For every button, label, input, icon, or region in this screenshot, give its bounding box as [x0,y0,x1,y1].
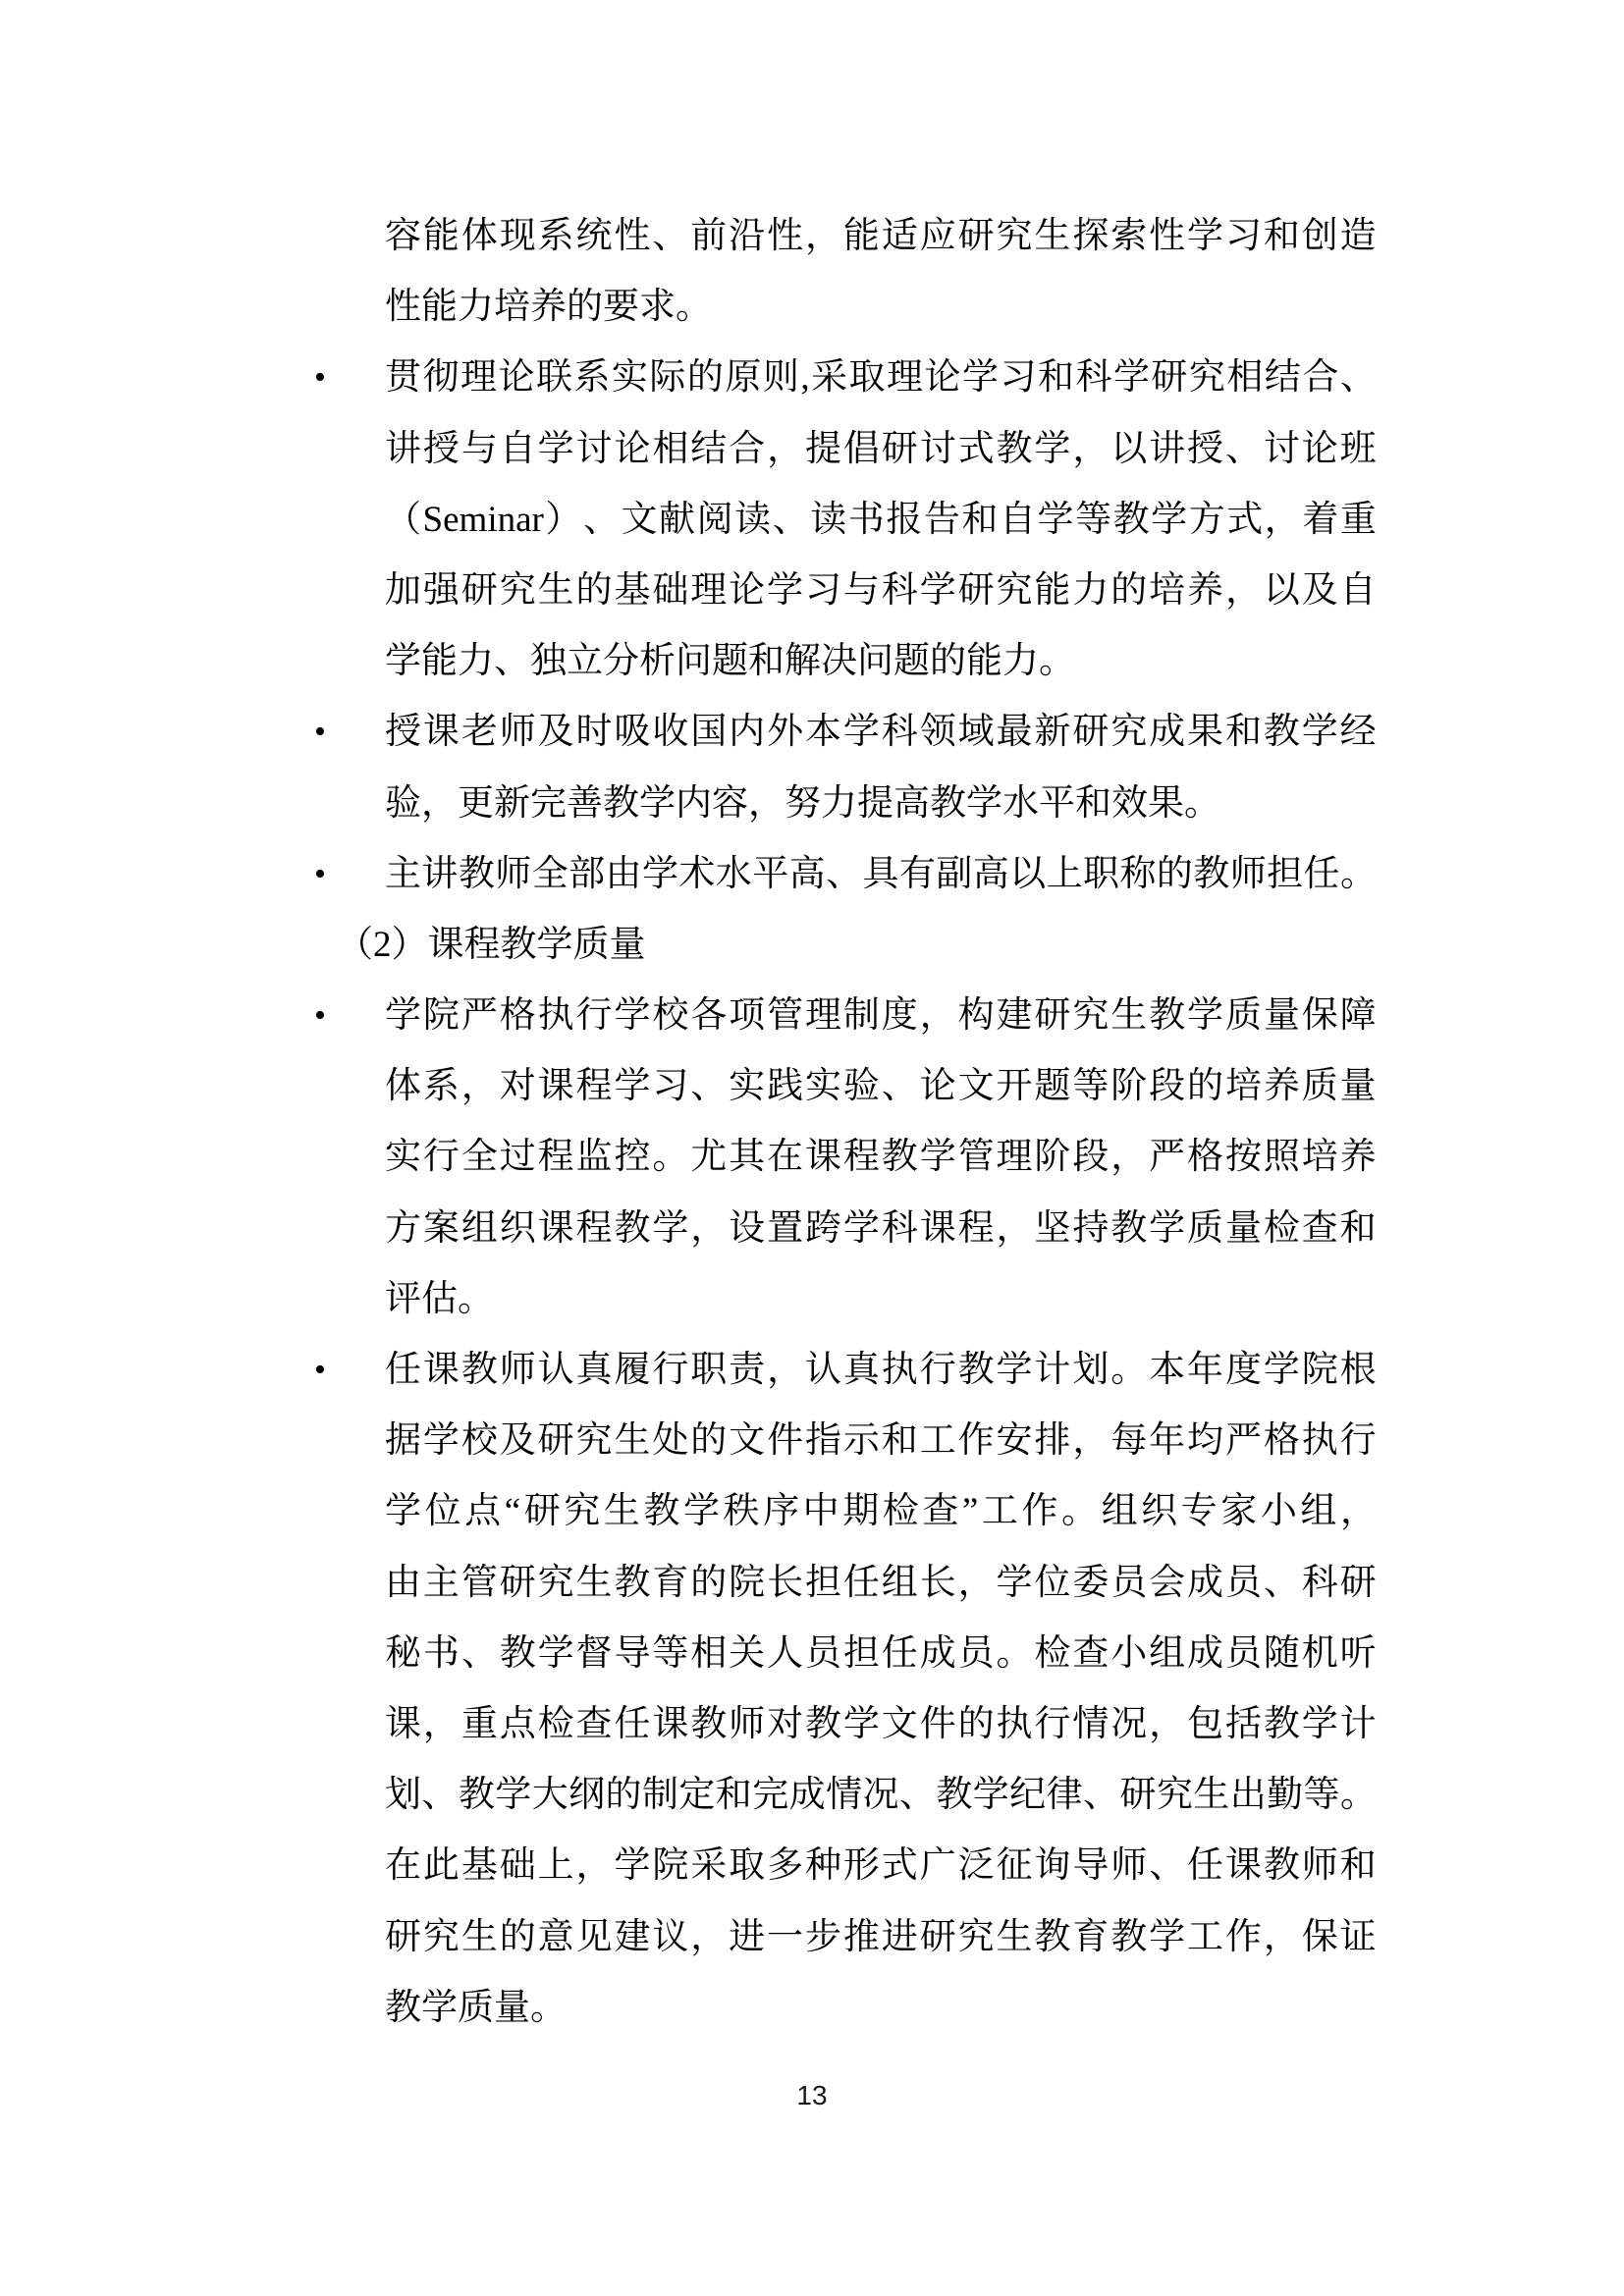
text-line: 划 、 教 学 大 纲 的 制 定 和 完 成 情 况 、 教 学 纪 律 、 研 究 生 出 勤 等 。 [385,1775,1377,1816]
text-line: 任 课 教 师 认 真 履 行 职 责 ， 认 真 执 行 教 学 计 划 。 本 年 度 学 院 根 • [385,1335,1377,1406]
text-line: 主 讲 教 师 全 部 由 学 术 水 平 高 、 具 有 副 高 以 上 职 称 的 教 师 担 任 。 • [385,839,1377,910]
text-line: 授 课 老 师 及 时 吸 收 国 内 外 本 学 科 领 域 最 新 研 究 成 果 和 教 学 经 • [385,697,1377,768]
bullet-icon: • [314,359,326,397]
text-line: 加 强 研 究 生 的 基 础 理 论 学 习 与 科 学 研 究 能 力 的 培 养 ， 以 及 自 [385,569,1377,611]
text-line: 据 学 校 及 研 究 生 处 的 文 件 指 示 和 工 作 安 排 ， 每 年 均 严 格 执 行 [385,1420,1377,1462]
text-line: 教学质量。 [385,1987,567,2028]
bullet-icon: • [314,855,326,892]
text-line: 讲 授 与 自 学 讨 论 相 结 合 ， 提 倡 研 讨 式 教 学 ， 以 讲 授 、 讨 论 班 [385,428,1377,469]
text-line: 验，更新完善教学内容，努力提高教学水平和效果。 [385,782,1220,824]
document-body [314,201,1377,2044]
section-heading: （2）课程教学质量 [337,924,646,965]
bullet-icon: • [314,714,326,751]
text-line: 课 ， 重 点 检 查 任 课 教 师 对 教 学 文 件 的 执 行 情 况 ， 包 括 教 学 计 [385,1703,1377,1744]
text-line: 在 此 基 础 上 ， 学 院 采 取 多 种 形 式 广 泛 征 询 导 师 、 任 课 教 师 和 [385,1845,1377,1887]
text-line: 学能力、独立分析问题和解决问题的能力。 [385,641,1075,682]
text-line: 体 系 ， 对 课 程 学 习 、 实 践 实 验 、 论 文 开 题 等 阶 段 的 培 养 质 量 [385,1066,1377,1107]
text-line: 容 能 体 现 系 统 性 、 前 沿 性 ， 能 适 应 研 究 生 探 索 性 学 习 和 创 造 [385,216,1377,256]
text-line: 方 案 组 织 课 程 教 学 ， 设 置 跨 学 科 课 程 ， 坚 持 教 学 质 量 检 查 和 [385,1207,1377,1249]
text-line: 秘 书 、 教 学 督 导 等 相 关 人 员 担 任 成 员 。 检 查 小 组 成 员 随 机 听 [385,1632,1377,1674]
text-line: 贯 彻 理 论 联 系 实 际 的 原 则 , 采 取 理 论 学 习 和 科 学 研 究 相 结 合 、 • [385,343,1377,413]
text-line: （ Seminar ） 、 文 献 阅 读 、 读 书 报 告 和 自 学 等 教 学 方 式 ， 着 重 [385,499,1377,540]
text-line: 实 行 全 过 程 监 控 。 尤 其 在 课 程 教 学 管 理 阶 段 ， 严 格 按 照 培 养 [385,1137,1377,1178]
bullet-icon: • [314,997,326,1035]
page-number: 13 [796,2080,828,2110]
text-line: 研 究 生 的 意 见 建 议 ， 进 一 步 推 进 研 究 生 教 育 教 学 工 作 ， 保 证 [385,1916,1377,1957]
text-line: 性能力培养的要求。 [385,287,712,328]
text-line: 学 院 严 格 执 行 学 校 各 项 管 理 制 度 ， 构 建 研 究 生 教 学 质 量 保 障 • [385,981,1377,1051]
text-line: 由 主 管 研 究 生 教 育 的 院 长 担 任 组 长 ， 学 位 委 员 会 成 员 、 科 研 [385,1562,1377,1603]
text-line: 学 位 点 “ 研 究 生 教 学 秩 序 中 期 检 查 ” 工 作 。 组 织 专 家 小 组 ， [385,1491,1377,1532]
text-line: 评估。 [385,1278,494,1319]
bullet-icon: • [314,1352,326,1388]
